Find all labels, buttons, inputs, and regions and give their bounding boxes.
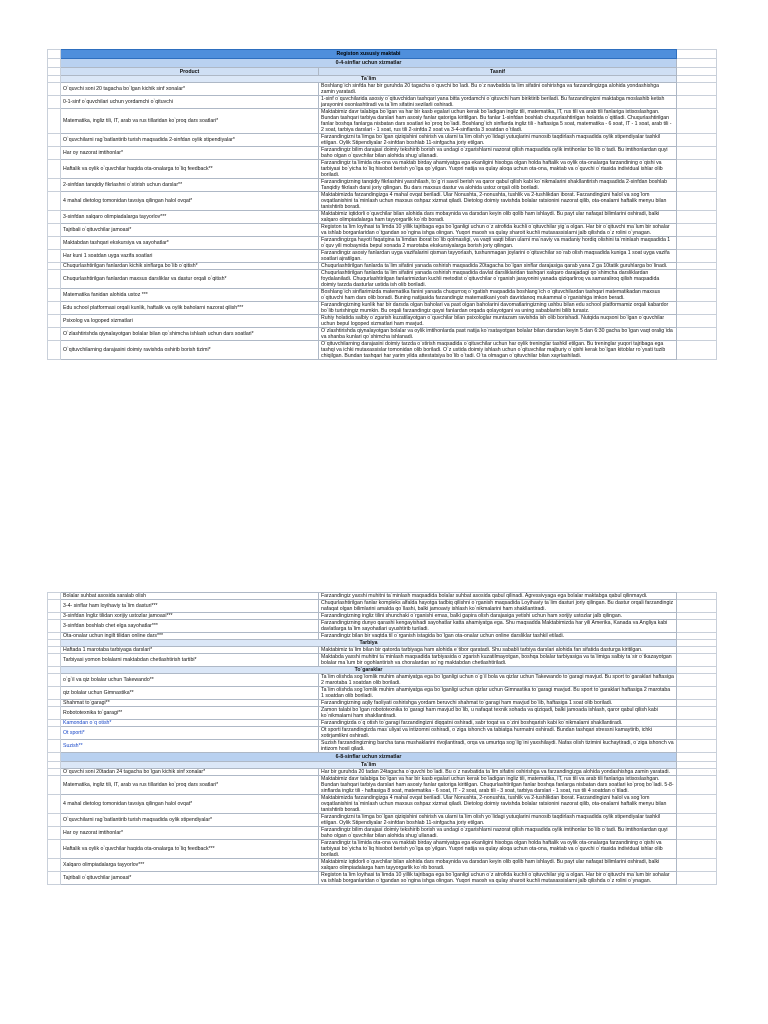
service-description: Maktabimizda farzandingizga 4 mahal ovqat beriladi. Ular Nonushta, 2-nonushta, tushlik va 2-tushlikdan iborat. Farzandingizni halol va sog`lom ovqatlanishini ta`minlash uchun maxsus oshpaz xizmat qiladi. Dietolog doimiy ravishda bolalar ratsionini nazorat qilib, ota-onalarni haftalik menyu bilan tanishtirib boradi. (319, 192, 677, 211)
service-name: Tarbiyasi yomon bolalarni maktabdan chetlashtirish tartibi* (61, 654, 319, 667)
row-gutter (48, 160, 61, 179)
table-row (48, 211, 717, 224)
table-row (48, 740, 717, 753)
table-row (48, 769, 717, 776)
row-margin (677, 762, 717, 769)
service-name: Tajribali o`qituvchilar jamoasi* (61, 224, 319, 237)
row-gutter (48, 707, 61, 720)
row-gutter (48, 633, 61, 640)
row-gutter (48, 769, 61, 776)
service-description: Registon ta`lim loyihasi ta`limda 10 yillik tajribaga ega bo`lganligi uchun o`z atrofida kuchli o`qituvchilar yig`a olgan. Har bir o`qituvchi ma`lum bir sohalar va ishlab borganlaridan o`tgandan so`ngina ishga olingan. Yuqori maosh va qulay sharoit kuchli mutaxassislarni jalb qilishda o`z rolini o`ynagan. (319, 224, 677, 237)
row-gutter (48, 289, 61, 302)
row-gutter (48, 237, 61, 250)
service-description: Farzandingizning tanqidiy fikrlashini yaxshilash, to`g`ri savol berish va qaror qabul qilish kabi ko`nikmalarini shakllantirish maqsadida 2-sinfdan boshlab Tanqidiy fikrlash darsi joriy qilingan. Bu dars maxsus dastur va alohida ustoz orqali olib boriladi. (319, 179, 677, 192)
row-margin (677, 613, 717, 620)
service-name: Kamondan o`q otish* (61, 720, 319, 727)
row-margin (677, 147, 717, 160)
service-name: Suzish** (61, 740, 319, 753)
table-row (48, 613, 717, 620)
service-name: Xalqaro olimpiadalarga tayyorlov*** (61, 859, 319, 872)
row-gutter (48, 341, 61, 360)
service-description: Farzandingizning dunyo qarashi kengayishadi sayohatlar katta ahamiyatga ega. Shu maqsadda Maktabimizda har yili Amerika, Kanada va Angliya kabi davlatlarga ta`lim sayohatlari uyushtirib turiladi. (319, 620, 677, 633)
row-gutter (48, 620, 61, 633)
row-margin (677, 263, 717, 270)
service-description: Zamon talabi bo`lgan robototexnika to`garagi ham mavjud bo`lib, u nafaqat texnik sohada va qiziqadi, balki jamoada ishlash, qaror qabul qilish kabi ko`nikmalarni ham shakllantiradi. (319, 707, 677, 720)
service-name: Robototexnika to`garagi** (61, 707, 319, 720)
service-description: Maktabda yaxshi muhitni ta`minlash maqsadida tarbiyasida o`zgarish kuzatilmayotgan, boshqa bolalar tarbiyasiga va ta`limiga salbiy ta`sir o`tkazayotgan bolalar ma`lum bir ogohlantirish va choralardan so`ng maktabdan chetlashtiriladi. (319, 654, 677, 667)
table-row (48, 134, 717, 147)
table-row (48, 720, 717, 727)
table-row (48, 727, 717, 740)
table-row (48, 840, 717, 859)
table-row (48, 814, 717, 827)
table-row (48, 647, 717, 654)
service-name: Matematika fanidan alohida ustoz *** (61, 289, 319, 302)
service-name: 3-sinfdan Ingliz tilidan xorijiy ustozlar jamoasi*** (61, 613, 319, 620)
table-row (48, 270, 717, 289)
row-gutter (48, 667, 61, 674)
service-description: Farzandingizda o`q otish to`garagi farzandingizni diqqatni oshiradi, sabr toqat va o`zini boshqarish kabi ko`nikmalarni shakllantiradi. (319, 720, 677, 727)
service-name: Matematika, ingliz tili, IT, arab va rus tillaridan ko`proq dars soatlari* (61, 109, 319, 134)
row-margin (677, 872, 717, 885)
service-description: Chuqurlashtirilgan fanlar kompleks alfalda hayotga tadbiq qilishni o`rganish maqsadida Loyihaviy ta`lim dasturi joriy qilingan. Bu dastur orqali farzandingiz nafaqat olgan bilimlarini amalda qo`llashi, balki jamoaviy ishlash ko`nikmalarini ham shakllantiradi. (319, 600, 677, 613)
service-name: Haftalik va oylik o`quvchilar haqida ota-onalarga to`liq feedback** (61, 160, 319, 179)
service-name: 4 mahal dietolog tomonidan tavsiya qilingan halol ovqat* (61, 795, 319, 814)
service-name: Haftalik va oylik o`quvchilar haqida ota-onalarga to`liq feedback*** (61, 840, 319, 859)
row-margin (677, 179, 717, 192)
service-description: Farzandingizni ta`limga bo`lgan qiziqishini oshirish va ularni ta`lim olish yo`lidagi yutuqlarini munosib taqdirlash maqsadida oylik stipendiyalar tashkil etilgan. Oylik Stipendiyalar 2-sinfdan boshlab 11-sinfgacha joriy etilgan. (319, 134, 677, 147)
row-gutter (48, 50, 61, 59)
table-row (48, 827, 717, 840)
row-gutter (48, 192, 61, 211)
row-margin (677, 76, 717, 83)
row-margin (677, 160, 717, 179)
service-name: Matematika, ingliz tili, IT, arab va rus tillaridan ko`proq dars soatlari* (61, 776, 319, 795)
row-margin (677, 237, 717, 250)
row-margin (677, 83, 717, 96)
row-gutter (48, 613, 61, 620)
table-row (48, 795, 717, 814)
row-gutter (48, 859, 61, 872)
row-margin (677, 328, 717, 341)
service-name: Psixolog va logoped xizmatlari (61, 315, 319, 328)
service-name: Ot sporti* (61, 727, 319, 740)
row-margin (677, 211, 717, 224)
column-header-description: Tasnif (319, 68, 677, 76)
row-margin (677, 96, 717, 109)
service-description: Farzandingiz ta`limida ota-ona va maktab birday ahamiyatga ega ekanligini hisobga olgan holda haftalik va oylik ota-onalarga farzandining o`qishi va tarbiyasi bo`yicha to`liq hisobot berish yo`lga qo`yilgan. Yuqori natija va qulay aloqa uchun ota-ona, maktab va o`quvchi o`rtasida individual ishlar olib boriladi. (319, 840, 677, 859)
row-margin (677, 776, 717, 795)
service-name: O`quvchilarni rag`batlantirib turish maqsadida 2-sinfdan oylik stipendiyalar* (61, 134, 319, 147)
service-name: 0-1-sinf o`quvchilari uchun yordamchi o`qituvchi (61, 96, 319, 109)
row-gutter (48, 720, 61, 727)
service-name: 3-sinfdan boshlab chet elga sayohatlar*** (61, 620, 319, 633)
table-row (48, 96, 717, 109)
row-gutter (48, 647, 61, 654)
service-name: o`g`il va qiz bolalar uchun Takewando** (61, 674, 319, 687)
table-row (48, 192, 717, 211)
row-margin (677, 707, 717, 720)
service-description: O`zlashtirishda qiynalayotgan bolalar va oylik imtihonlarda past natija ko`rsatayotgan bolalar bilan darsdan keyin 5 dan 6:30 gacha bo`lgan vaqt oralig`ida va shanba kunlari qo`shimcha ishlanadi. (319, 328, 677, 341)
section-label: Ta`lim (61, 762, 677, 769)
service-description: Farzandingiz asosiy fanlardan uyga vazifalarini qisman tayyorlash, tushunmagan joylarini o`qituvchilar so`rab olish maqsadida kuniga 1 soat uyga vazifa soatlari ajratilgan. (319, 250, 677, 263)
row-gutter (48, 776, 61, 795)
row-gutter (48, 315, 61, 328)
row-margin (677, 68, 717, 76)
table-row (48, 302, 717, 315)
table-row (48, 83, 717, 96)
table-row (48, 620, 717, 633)
service-name: Bolalar suhbat asosida saralab olish (61, 593, 319, 600)
service-description: Maktabimiz iqtidorli o`quvchilar bilan alohida dars mobaynida va darsdan keyin olib qolib ham ishlaydi. Bu payt ular nafaqat bilimlarini oshiradi, balki xalqaro olimpiadalarga ham tayyorgarlik ko`rib boradi. (319, 211, 677, 224)
service-name: O`quvchi soni 20 tagacha bo`lgan kichik sinf xonalar* (61, 83, 319, 96)
row-margin (677, 647, 717, 654)
table-row (48, 263, 717, 270)
row-gutter (48, 147, 61, 160)
service-description: Maktabimiz iqtidorli o`quvchilar bilan alohida dars mobaynida va darsdan keyin olib qolib ham ishlaydi. Bu payt ular nafaqat bilimlarini oshiradi, balki xalqaro olimpiadalarga ham tayyorgarlik ko`rib boradi. (319, 859, 677, 872)
row-margin (677, 134, 717, 147)
service-description: Ruhiy holatida salbiy o`zgarish kuzatilayotgan o`quvchilar bilan psixologlar muntazam ravishda ish olib borishadi. Nutqida nuqsoni bo`lgan o`quvchilar uchun bepul logoped xizmatlari ham mavjud. (319, 315, 677, 328)
row-margin (677, 769, 717, 776)
row-gutter (48, 302, 61, 315)
table-row (48, 179, 717, 192)
service-description: Farzandingizga hayoti faqatgina ta`limdan iborat bo`lib qolmasligi, va vaqti vaqti bilan ularni ma`naviy va madaniy hordiq olishini ta`minlash maqsadida 1 o`quv yili mobaynida bepul xonada 2 marotaba ekskursiyalarga borish joriy qilingan. (319, 237, 677, 250)
service-description: Boshlang`ich sinflarimizda matematika fanini yanada chuqurroq o`rgatish maqsadida boshlang`ich o`qituvchilardan tashqari matematikadan maxsus o`qituvchi ham dars olib boradi. Buning natijasida farzandingiz matematikani yosh davridanoq mukammal o`rganishiga imkon beradi. (319, 289, 677, 302)
service-name: 3-sinfdan xalqaro olimpiadalarga tayyorlov*** (61, 211, 319, 224)
service-name: Chuqurlashtirilgan fanlardan kichik sinflarga bo`lib o`qitish* (61, 263, 319, 270)
row-gutter (48, 872, 61, 885)
service-description: Registon ta`lim loyihasi ta`limda 10 yillik tajribaga ega bo`lganligi uchun o`z atrofida kuchli o`qituvchilar yig`a olgan. Har bir o`qituvchi ma`lum bir sohalar va ishlab borganlaridan o`tgandan so`ngina ishga olingan. Yuqori maosh va qulay sharoit kuchli mutaxassislarni jalb qilishda o`z rolini o`ynagan. (319, 872, 677, 885)
services-table-page-1 (47, 49, 717, 360)
column-header-product: Product (61, 68, 319, 76)
table-row (48, 674, 717, 687)
section-label: Tarbiya (61, 640, 677, 647)
row-gutter (48, 250, 61, 263)
row-margin (677, 795, 717, 814)
services-table-page-2 (47, 592, 717, 885)
row-gutter (48, 179, 61, 192)
table-row (48, 289, 717, 302)
row-margin (677, 740, 717, 753)
row-gutter (48, 76, 61, 83)
service-description: Ta`lim olishda sog`lomlik muhim ahamiyatga ega bo`lganligi uchun qizlar uchun Gimnastika to`garagi mavjud. Bu sport to`garaklari haftasiga 2 marotaba 1 soatdan olib boriladi. (319, 687, 677, 700)
service-description: Farzandingiz bilim darajasi doimiy tekshirib borish va undagi o`zgarishlarni nazorat qilish maqsadida oylik imtihonlar bo`lib o`tadi. Bu imtihonlardan quyi baho olgan o`quvchilar bilan alohida shug`ullanadi. (319, 827, 677, 840)
service-description: Chuqurlashtirilgan fanlarda ta`lim sifatini yanada oshirish maqsadida davlat darsliklaridan tashqari xalqaro darajadagi qo`shimcha darsliklardan foydalaniladi. Chuqurlashtirilgan fanlarimizdan kuchli metodist o`qituvchilar o`rganish jarayonini yanada qiziqarliroq va samaraliroq qilish maqsadida doimiy tarzda dasturlar ustida ish olib boriladi. (319, 270, 677, 289)
service-name: Haftada 1 marotaba tarbiyaga darslari* (61, 647, 319, 654)
service-name: O`zlashtirishda qiynalayotgan bolalar bilan qo`shimcha ishlash uchun dars soatlari* (61, 328, 319, 341)
row-margin (677, 59, 717, 68)
row-gutter (48, 762, 61, 769)
service-description: Farzandingiz bilim darajasi doimiy tekshirib borish va undagi o`zgarishlarni nazorat qilish maqsadida oylik imtihonlar bo`lib o`tadi. Bu imtihonlardan quyi baho olgan o`quvchilar bilan alohida shug`ullanadi. (319, 147, 677, 160)
table-row (48, 250, 717, 263)
row-margin (677, 600, 717, 613)
row-margin (677, 840, 717, 859)
service-description: Chuqurlashtirilgan fanlarda ta`lim sifatini yanada oshirish maqsadida 20tagacha bo`lgan sinflar darajasiga qarab yana 2 ga 10tatik guruhlarga bo`linadi. (319, 263, 677, 270)
service-description: Maktabimiz ta`lim bilan bir qatorda tarbiyaga ham alohida e`tibor qaratadi. Shu sababli tarbiya darslari alohida fan sifatida dasturga kiritilgan. (319, 647, 677, 654)
row-margin (677, 687, 717, 700)
service-description: Farzandingiz ta`limida ota-ona va maktab birday ahamiyatga ega ekanligini hisobga olgan holda haftalik va oylik ota-onalarga farzandining o`qishi va tarbiyasi bo`yicha to`liq hisobot berish yo`lga qo`yilgan. Yuqori natija va qulay aloqa uchun ota-ona, maktab va o`quvchi o`rtasida individual ishlar olib boriladi. (319, 160, 677, 179)
row-margin (677, 859, 717, 872)
service-description: O`qituvchilarning darajasini doimiy tarzda o`stirish maqsadida o`qituvchilar uchun har oylik treninglar tashkil etilgan. Bu treninglar yuqori tajribaga ega tashqi va ichki mutaxassislar tomonidan olib boriladi. O`z ustida doimiy ishlash uchun o`qituvchilar majburiy o`qishi kerak bo`lgan kitoblar ro`yxati tuzib chiqilgan. Bundan tashqari har yarim yilda attestatsiya bo`lib o`tadi. O`ta olmagan o`qituvchilar bilan xayrlashiladi. (319, 341, 677, 360)
service-description: Maktabimiz davr talabiga bo`lgan va har bir kasb egalari uchun kerak bo`ladigan ingliz tili, matematika, IT, rus tili va arab tili fanlariga ixtisoslashgan. Bundan tashqari tarbiya darslari ham asosiy fanlar qatoriga kiritilgan. Chuqurlashtirilgan fanlar boshqa fanlarga nisbatan dars soatlari ko`proq bo`ladi. 5-8-sinflarda ingliz tili - haftasiga 8 soat, matematika - 6 soat, IT - 2 soat, arab tili - 3 soat, tarbiya darslari - 1 soat, rus tili 4 soatdan o`tiladi. (319, 776, 677, 795)
service-name: O`quvchi soni 20tadan 24 tagacha bo`lgan kichik sinf xonalar* (61, 769, 319, 776)
row-gutter (48, 700, 61, 707)
table-row (48, 872, 717, 885)
service-description: Har bir guruhda 20 tadan 24tagacha o`quvchi bo`ladi. Bu o`z navbatida ta`lim sifatini oshirishga va farzandingizga alohida yondashishga zamin yaratadi. (319, 769, 677, 776)
service-name: Tajribali o`qituvchilar jamoasi* (61, 872, 319, 885)
row-gutter (48, 134, 61, 147)
service-description: Maktabimizda farzandingizga 4 mahal ovqat beriladi. Ular Nonushta, 2-nonushta, tushlik va 2-tushlikdan iborat. Farzandingizni halol va sog`lom ovqatlanishini ta`minlash uchun maxsus oshpaz xizmat qiladi. Dietolog doimiy ravishda bolalar ratsionini nazorat qilib, ota-onalarni haftalik menyu bilan tanishtirib boradi. (319, 795, 677, 814)
row-margin (677, 250, 717, 263)
service-name: 4 mahal dietolog tomonidan tavsiya qilingan halol ovqat* (61, 192, 319, 211)
row-gutter (48, 593, 61, 600)
row-gutter (48, 814, 61, 827)
table-row (48, 109, 717, 134)
table-row (48, 237, 717, 250)
row-gutter (48, 263, 61, 270)
row-gutter (48, 840, 61, 859)
service-description: Suzish farzandingizning barcha tana mushaklarini rivojlantiradi, orqa va umurtqa sog`lig`ini yaxshilaydi. Nafas olish tizimini kuchaytiradi, o`ziga ishonch va intizom hosil qiladi. (319, 740, 677, 753)
service-name: Ota-onalar uchun ingilt tilidan online dars*** (61, 633, 319, 640)
school-title: Registon xususiy maktabi (61, 50, 677, 59)
row-gutter (48, 109, 61, 134)
row-margin (677, 620, 717, 633)
table-row (48, 160, 717, 179)
section-label: Ta`lim (61, 76, 677, 83)
row-margin (677, 667, 717, 674)
row-margin (677, 633, 717, 640)
service-name: Chuqurlashtirilgan fanlardan maxsus darsliklar va dastur orqali o`qitish* (61, 270, 319, 289)
row-margin (677, 654, 717, 667)
service-name: Har oy nazorat imtihonlar* (61, 827, 319, 840)
row-gutter (48, 753, 61, 762)
row-margin (677, 753, 717, 762)
service-name: Shahmat to`garagi** (61, 700, 319, 707)
service-description: Maktabimiz davr talabiga bo`lgan va har bir kasb egalari uchun kerak bo`ladigan ingliz tili, matematika, IT, rus tili va arab tili fanlariga ixtisoslashgan. Bundan tashqari tarbiya darslari ham asosiy fanlar qatoriga kiritilgan. Bu fanlar 1-sinfdan boshlab chuqurlashtirilgan holatda o`qitiladi. Chuqurlashtirilgan fanlar boshqa fanlarga nisbatan dars soatlari ko`proq bo`ladi. Boshlang`ich sinflarda ingliz tili - haftasiga 5 soat, matematika - 6 soat, IT - 1 soat, arab tili - 2 soat, tarbiya darslari - 1 soat, rus tili 2-sinfda 2 soat va 3-4-sinflarda 3 soatdan o`tiladi. (319, 109, 677, 134)
service-description: Farzandingiz yaxshi muhitni ta`minlash maqsadida bolalar suhbat asosida qabul qilinadi. Agressivyaga ega bolalar maktabga qabul qilinmaydi. (319, 593, 677, 600)
row-margin (677, 593, 717, 600)
row-gutter (48, 211, 61, 224)
service-name: Har oy nazorat imtihonlar* (61, 147, 319, 160)
row-gutter (48, 224, 61, 237)
row-gutter (48, 83, 61, 96)
row-margin (677, 50, 717, 59)
table-row (48, 315, 717, 328)
table-row (48, 859, 717, 872)
table-row (48, 654, 717, 667)
row-margin (677, 674, 717, 687)
service-name: qiz bolalar uchun Gimnastika** (61, 687, 319, 700)
row-gutter (48, 59, 61, 68)
row-margin (677, 827, 717, 840)
row-gutter (48, 270, 61, 289)
table-row (48, 147, 717, 160)
table-row (48, 341, 717, 360)
row-margin (677, 289, 717, 302)
service-name: Edu school platformasi orqali kunlik, haftalik va oylik baholarni nazorat qilish*** (61, 302, 319, 315)
service-description: 1-sinf o`quvchilarida asosiy o`qituvchidan tashqari yana bitta yordamchi o`qituvchi ham biriktirib beriladi. Bu farzandingizni maktabga moslashib ketish jarayonini osonlashtiradi va ta`lim sifatini sezilarli oshiradi. (319, 96, 677, 109)
row-margin (677, 270, 717, 289)
service-name: Har kuni 1 soatdan uyga vazifa soatlari (61, 250, 319, 263)
service-name: O`quvchilarni rag`batlantirib turish maqsadida oylik stipendiyalar* (61, 814, 319, 827)
row-margin (677, 315, 717, 328)
row-margin (677, 341, 717, 360)
row-gutter (48, 96, 61, 109)
service-name: Maktabdan tashqari ekskursiya va sayohatlar* (61, 237, 319, 250)
table-row (48, 687, 717, 700)
row-margin (677, 192, 717, 211)
grade-band-title: 6-8-sinflar uchun xizmatlar (61, 753, 677, 762)
service-description: Ot sporti farzandingizda mas`uliyat va intizomni oshiradi, o`ziga ishonch va tabiatga hurmatni oshiradi. Bundan tashqari stressni kamaytirib, ichki xotirjamlikni oshiradi. (319, 727, 677, 740)
service-description: Farzandingizning aqliy faoliyati oshirishga yordam beruvchi shahmat to`garagi ham mavjud bo`lib, haftasiga 1 soat olib boriladi. (319, 700, 677, 707)
row-gutter (48, 600, 61, 613)
table-row (48, 593, 717, 600)
row-gutter (48, 640, 61, 647)
row-gutter (48, 740, 61, 753)
row-margin (677, 302, 717, 315)
service-name: 3-4- sinflar ham loyihaviy ta`lim dasturi*** (61, 600, 319, 613)
row-gutter (48, 687, 61, 700)
service-description: Farzandingizni ta`limga bo`lgan qiziqishini oshirish va ularni ta`lim olish yo`lidagi yutuqlarini munosib taqdirlash maqsadida oylik stipendiyalar tashkil etilgan. Oylik Stipendiyalar 2-sinfdan boshlab 11-sinfgacha joriy etilgan. (319, 814, 677, 827)
table-row (48, 600, 717, 613)
service-description: Farzandingizning kunlik har bir darsda olgan baholari va past olgan baholarini davomatlaringizning ushbu bilan edu school platformamiz orqali kabardor bo`lib turishingiz mumkin. Bu orqali farzandingiz qaysi fanlardan orqada qolayotgani va uning sabablarini bilib turasiz. (319, 302, 677, 315)
table-row (48, 224, 717, 237)
row-margin (677, 727, 717, 740)
service-description: Ta`lim olishda sog`lomlik muhim ahamiyatga ega bo`lganligi uchun o`g`il bola va qizlar uchun Takewando to`garagi mavjud. Bu sport to`garaklari haftasiga 2 marotaba 1 soatdan olib boriladi. (319, 674, 677, 687)
table-row (48, 776, 717, 795)
service-name: 2-sinfdan tanqidiy fikrlashni o`stirish uchun darslar** (61, 179, 319, 192)
grade-band-title: 0-4-sinflar uchun xizmatlar (61, 59, 677, 68)
row-margin (677, 720, 717, 727)
service-description: Farzandingizning ingliz tilini shunchaki o`rganishi emas, balki gapira olish darajasiga yetishi uchun ham xorijiy ustozlar jalb qilingan. (319, 613, 677, 620)
row-margin (677, 224, 717, 237)
row-margin (677, 640, 717, 647)
row-gutter (48, 827, 61, 840)
row-gutter (48, 68, 61, 76)
service-description: Farzandingiz bilan bir vaqtda til o`rganish istagida bo`lgan ota-onalar uchun online darsliklar tashkil etiladi. (319, 633, 677, 640)
row-gutter (48, 727, 61, 740)
row-margin (677, 814, 717, 827)
row-gutter (48, 654, 61, 667)
table-row (48, 633, 717, 640)
table-row (48, 328, 717, 341)
service-name: O`qituvchilarning darajasini doimiy ravishda oshirib borish tizimi* (61, 341, 319, 360)
table-row (48, 707, 717, 720)
section-label: To`garaklar (61, 667, 677, 674)
row-gutter (48, 795, 61, 814)
row-margin (677, 700, 717, 707)
row-gutter (48, 328, 61, 341)
table-row (48, 700, 717, 707)
row-margin (677, 109, 717, 134)
row-gutter (48, 674, 61, 687)
service-description: Boshlang`ich sinfda har bir guruhda 20 tagacha o`quvchi bo`ladi. Bu o`z navbatida ta`lim sifatini oshirishga va farzandingizga alohida yondashishga zamin yaratadi. (319, 83, 677, 96)
